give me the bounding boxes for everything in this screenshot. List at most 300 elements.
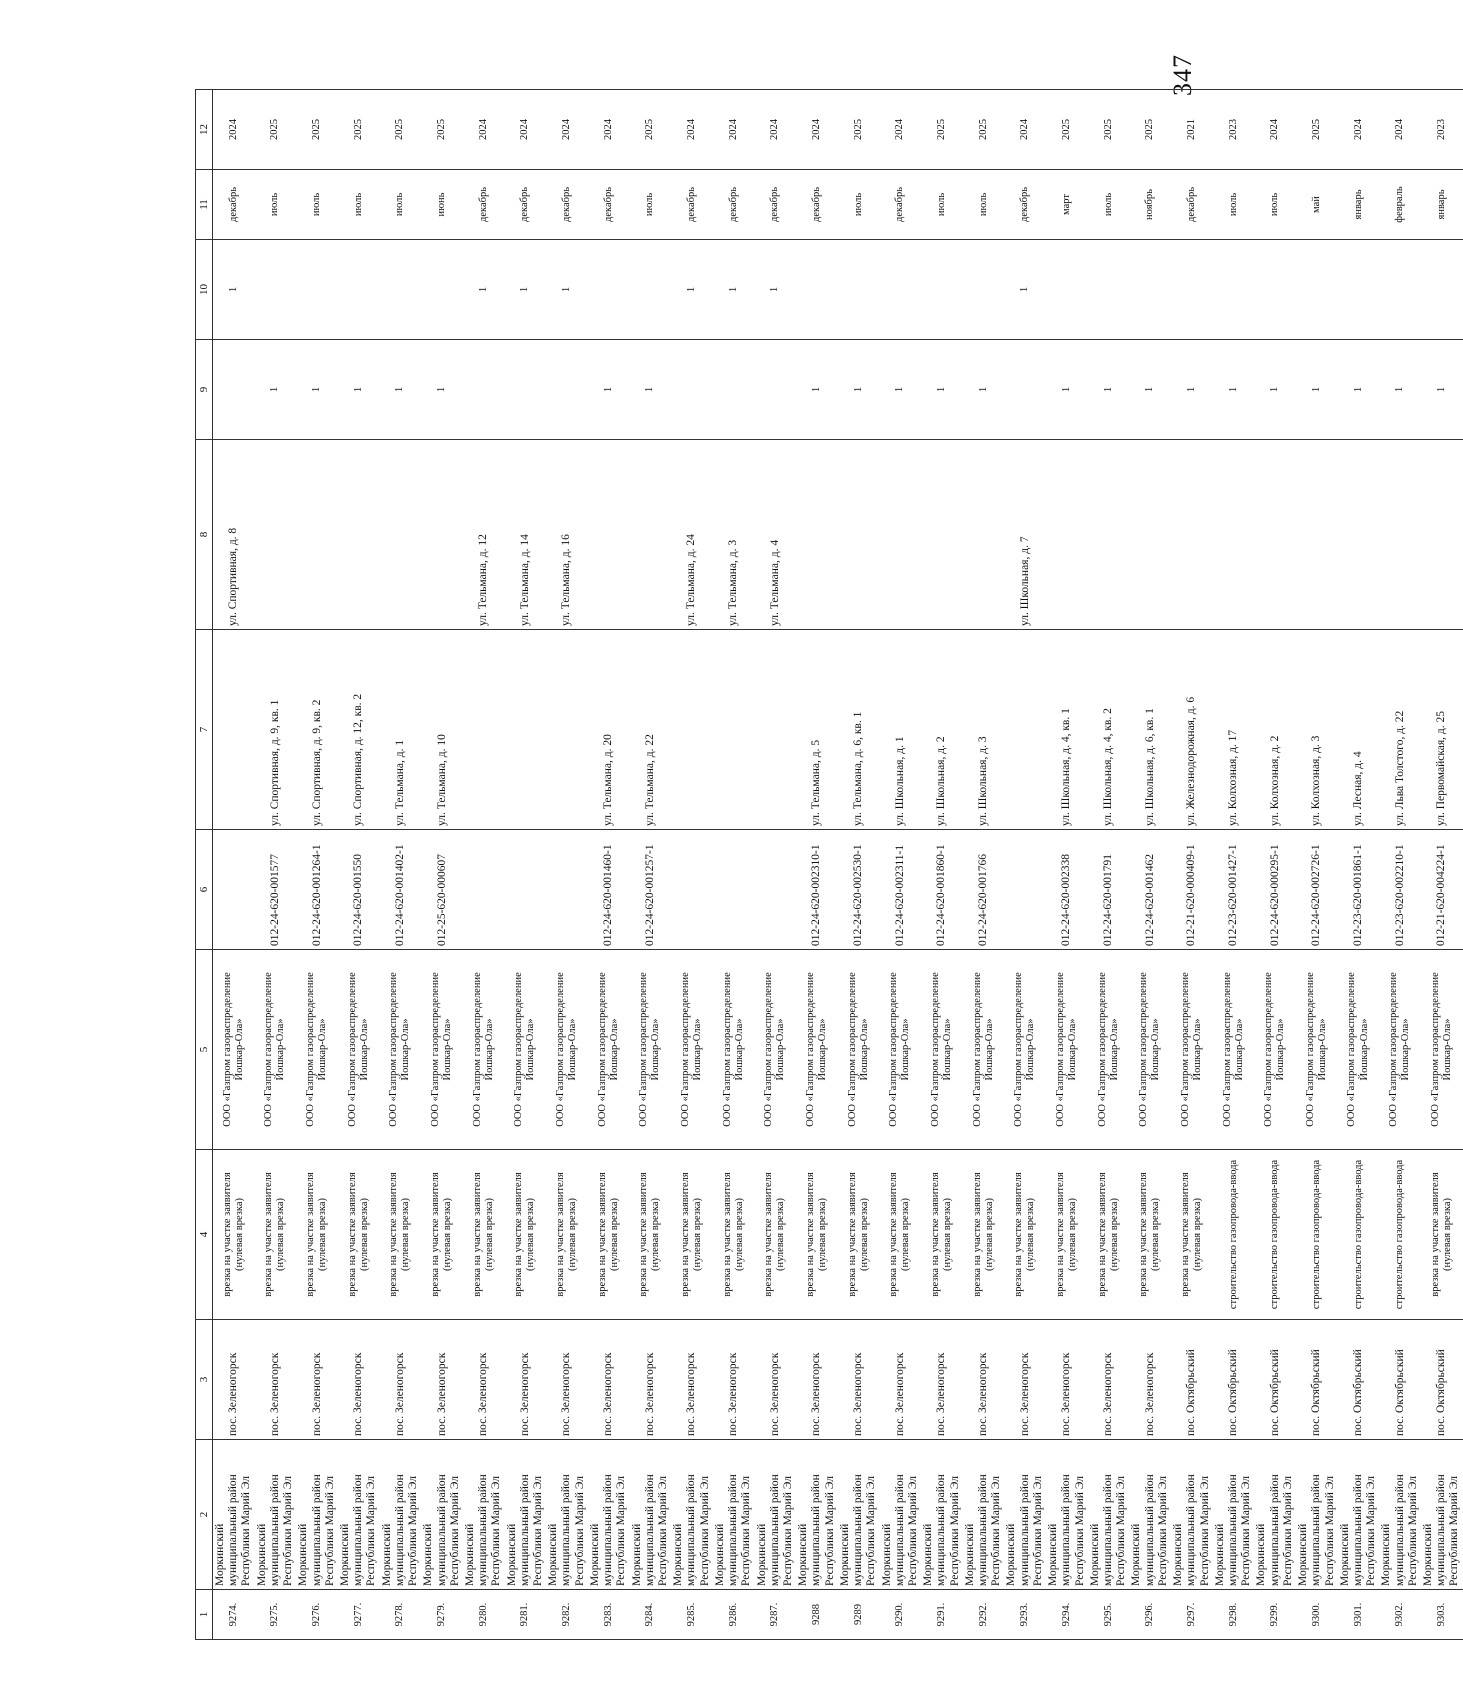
application-number-cell: 012-24-620-001577 [255,830,297,950]
table-row [296,90,338,1640]
table-row [546,90,588,1640]
application-number-cell: 012-25-620-000607 [421,830,463,950]
work-type-cell: врезка на участке заявителя (нулевая врезка) [713,1150,755,1320]
application-number-cell [463,830,505,950]
district-cell: Моркинский муниципальный район Республики Марий Эл [838,1440,880,1590]
month-cell: декабрь [505,170,547,240]
rotated-register-table [195,90,1461,1640]
year-cell: 2024 [588,90,630,170]
table-row [921,90,963,1640]
address-2-cell [338,440,380,630]
organization-cell: ООО «Газпром газораспределение Йошкар-Ола» [1421,950,1463,1150]
district-cell: Моркинский муниципальный район Республики Марий Эл [505,1440,547,1590]
year-cell: 2025 [380,90,422,170]
organization-cell: ООО «Газпром газораспределение Йошкар-Ола» [1254,950,1296,1150]
settlement-cell: пос. Зеленогорск [963,1320,1005,1440]
organization-cell: ООО «Газпром газораспределение Йошкар-Ола» [880,950,922,1150]
district-cell: Моркинский муниципальный район Республики Марий Эл [296,1440,338,1590]
address-1-cell: ул. Колхозная, д. 17 [1213,630,1255,830]
year-cell: 2024 [880,90,922,170]
month-cell: декабрь [1171,170,1213,240]
district-cell: Моркинский муниципальный район Республики Марий Эл [1296,1440,1338,1590]
address-1-cell: ул. Школьная, д. 3 [963,630,1005,830]
district-cell: Моркинский муниципальный район Республики Марий Эл [755,1440,797,1590]
table-row [1421,90,1463,1640]
work-type-cell: врезка на участке заявителя (нулевая врезка) [838,1150,880,1320]
count-col9-cell: 1 [1254,340,1296,440]
address-1-cell: ул. Школьная, д. 2 [921,630,963,830]
year-cell: 2024 [1338,90,1380,170]
settlement-cell: пос. Зеленогорск [380,1320,422,1440]
row-number-cell: 9274. [213,1590,255,1640]
table-row [338,90,380,1640]
application-number-cell: 012-21-620-000409-1 [1171,830,1213,950]
table-body [213,90,1463,1640]
address-1-cell: ул. Колхозная, д. 2 [1254,630,1296,830]
year-cell: 2025 [255,90,297,170]
year-cell: 2024 [796,90,838,170]
count-col10-cell [1129,240,1171,340]
address-2-cell: ул. Тельмана, д. 24 [671,440,713,630]
application-number-cell: 012-24-620-001766 [963,830,1005,950]
settlement-cell: пос. Октябрьский [1254,1320,1296,1440]
month-cell: июль [255,170,297,240]
year-cell: 2023 [1213,90,1255,170]
row-number-cell: 9292. [963,1590,1005,1640]
organization-cell: ООО «Газпром газораспределение Йошкар-Ола» [546,950,588,1150]
month-cell: июль [921,170,963,240]
count-col10-cell [838,240,880,340]
address-1-cell: ул. Школьная, д. 4, кв. 1 [1046,630,1088,830]
settlement-cell: пос. Зеленогорск [880,1320,922,1440]
address-1-cell: ул. Школьная, д. 6, кв. 1 [1129,630,1171,830]
organization-cell: ООО «Газпром газораспределение Йошкар-Ола» [630,950,672,1150]
work-type-cell: врезка на участке заявителя (нулевая врезка) [546,1150,588,1320]
row-number-cell: 9293. [1004,1590,1046,1640]
address-1-cell: ул. Спортивная, д. 9, кв. 1 [255,630,297,830]
column-header-5: 5 [196,950,213,1150]
count-col10-cell [296,240,338,340]
year-cell: 2025 [838,90,880,170]
address-2-cell [880,440,922,630]
month-cell: июль [963,170,1005,240]
row-number-cell: 9288 [796,1590,838,1640]
work-type-cell: врезка на участке заявителя (нулевая врезка) [755,1150,797,1320]
table-row [255,90,297,1640]
address-1-cell [505,630,547,830]
month-cell: декабрь [588,170,630,240]
address-2-cell [296,440,338,630]
address-2-cell [588,440,630,630]
application-number-cell: 012-24-620-001462 [1129,830,1171,950]
count-col10-cell: 1 [213,240,255,340]
work-type-cell: врезка на участке заявителя (нулевая врезка) [213,1150,255,1320]
address-2-cell: ул. Спортивная, д. 8 [213,440,255,630]
page-number: 347 [1168,54,1197,96]
settlement-cell: пос. Октябрьский [1296,1320,1338,1440]
application-number-cell [213,830,255,950]
address-1-cell: ул. Железнодорожная, д. 6 [1171,630,1213,830]
month-cell: июнь [421,170,463,240]
work-type-cell: врезка на участке заявителя (нулевая врезка) [630,1150,672,1320]
settlement-cell: пос. Зеленогорск [755,1320,797,1440]
count-col10-cell [1338,240,1380,340]
column-header-8: 8 [196,440,213,630]
month-cell: январь [1338,170,1380,240]
count-col10-cell [1296,240,1338,340]
organization-cell: ООО «Газпром газораспределение Йошкар-Ола» [1379,950,1421,1150]
year-cell: 2024 [546,90,588,170]
organization-cell: ООО «Газпром газораспределение Йошкар-Ола» [213,950,255,1150]
month-cell: ноябрь [1129,170,1171,240]
work-type-cell: врезка на участке заявителя (нулевая врезка) [463,1150,505,1320]
count-col9-cell [546,340,588,440]
month-cell: декабрь [1004,170,1046,240]
address-1-cell: ул. Школьная, д. 4, кв. 2 [1088,630,1130,830]
column-header-1: 1 [196,1590,213,1640]
row-number-cell: 9279. [421,1590,463,1640]
organization-cell: ООО «Газпром газораспределение Йошкар-Ола» [1004,950,1046,1150]
application-number-cell [546,830,588,950]
month-cell: май [1296,170,1338,240]
count-col10-cell: 1 [505,240,547,340]
table-row [1254,90,1296,1640]
address-1-cell [213,630,255,830]
district-cell: Моркинский муниципальный район Республики Марий Эл [421,1440,463,1590]
year-cell: 2023 [1421,90,1463,170]
work-type-cell: врезка на участке заявителя (нулевая врезка) [796,1150,838,1320]
year-cell: 2024 [713,90,755,170]
organization-cell: ООО «Газпром газораспределение Йошкар-Ола» [838,950,880,1150]
application-number-cell: 012-24-620-002310-1 [796,830,838,950]
row-number-cell: 9295. [1088,1590,1130,1640]
organization-cell: ООО «Газпром газораспределение Йошкар-Ола» [921,950,963,1150]
work-type-cell: врезка на участке заявителя (нулевая врезка) [1129,1150,1171,1320]
table-row [213,90,255,1640]
address-2-cell [380,440,422,630]
application-number-cell [671,830,713,950]
count-col10-cell: 1 [713,240,755,340]
count-col10-cell [380,240,422,340]
month-cell: декабрь [880,170,922,240]
count-col9-cell: 1 [880,340,922,440]
column-header-row [196,90,213,1640]
count-col10-cell [963,240,1005,340]
application-number-cell: 012-24-620-001550 [338,830,380,950]
table-row [1004,90,1046,1640]
column-header-11: 11 [196,170,213,240]
count-col9-cell [463,340,505,440]
organization-cell: ООО «Газпром газораспределение Йошкар-Ола» [796,950,838,1150]
organization-cell: ООО «Газпром газораспределение Йошкар-Ола» [1046,950,1088,1150]
organization-cell: ООО «Газпром газораспределение Йошкар-Ола» [380,950,422,1150]
address-2-cell [963,440,1005,630]
year-cell: 2025 [963,90,1005,170]
year-cell: 2025 [338,90,380,170]
organization-cell: ООО «Газпром газораспределение Йошкар-Ола» [296,950,338,1150]
count-col10-cell: 1 [755,240,797,340]
district-cell: Моркинский муниципальный район Республики Марий Эл [630,1440,672,1590]
work-type-cell: врезка на участке заявителя (нулевая врезка) [671,1150,713,1320]
column-header-9: 9 [196,340,213,440]
row-number-cell: 9276. [296,1590,338,1640]
application-number-cell: 012-24-620-002338 [1046,830,1088,950]
settlement-cell: пос. Зеленогорск [1129,1320,1171,1440]
count-col9-cell: 1 [1046,340,1088,440]
organization-cell: ООО «Газпром газораспределение Йошкар-Ола» [1338,950,1380,1150]
organization-cell: ООО «Газпром газораспределение Йошкар-Ола» [713,950,755,1150]
work-type-cell: строительство газопровода-ввода [1338,1150,1380,1320]
year-cell: 2021 [1171,90,1213,170]
table-row [463,90,505,1640]
count-col10-cell: 1 [463,240,505,340]
month-cell: июль [1213,170,1255,240]
district-cell: Моркинский муниципальный район Республики Марий Эл [671,1440,713,1590]
column-header-6: 6 [196,830,213,950]
count-col10-cell [1171,240,1213,340]
count-col10-cell [338,240,380,340]
district-cell: Моркинский муниципальный район Республики Марий Эл [1254,1440,1296,1590]
address-1-cell: ул. Спортивная, д. 12, кв. 2 [338,630,380,830]
month-cell: февраль [1379,170,1421,240]
settlement-cell: пос. Зеленогорск [630,1320,672,1440]
settlement-cell: пос. Зеленогорск [463,1320,505,1440]
settlement-cell: пос. Зеленогорск [838,1320,880,1440]
district-cell: Моркинский муниципальный район Республики Марий Эл [1421,1440,1463,1590]
district-cell: Моркинский муниципальный район Республики Марий Эл [921,1440,963,1590]
count-col9-cell [1004,340,1046,440]
table-row [880,90,922,1640]
year-cell: 2025 [1296,90,1338,170]
year-cell: 2025 [1129,90,1171,170]
application-number-cell: 012-23-620-002210-1 [1379,830,1421,950]
month-cell: декабрь [755,170,797,240]
district-cell: Моркинский муниципальный район Республики Марий Эл [713,1440,755,1590]
address-1-cell: ул. Тельмана, д. 20 [588,630,630,830]
district-cell: Моркинский муниципальный район Республики Марий Эл [588,1440,630,1590]
organization-cell: ООО «Газпром газораспределение Йошкар-Ола» [1088,950,1130,1150]
count-col9-cell [671,340,713,440]
count-col9-cell: 1 [338,340,380,440]
row-number-cell: 9284. [630,1590,672,1640]
count-col9-cell: 1 [588,340,630,440]
organization-cell: ООО «Газпром газораспределение Йошкар-Ола» [1171,950,1213,1150]
organization-cell: ООО «Газпром газораспределение Йошкар-Ола» [338,950,380,1150]
count-col9-cell: 1 [963,340,1005,440]
row-number-cell: 9287. [755,1590,797,1640]
address-1-cell: ул. Тельмана, д. 1 [380,630,422,830]
address-2-cell [1296,440,1338,630]
application-number-cell: 012-24-620-002311-1 [880,830,922,950]
column-header-4: 4 [196,1150,213,1320]
row-number-cell: 9291. [921,1590,963,1640]
work-type-cell: строительство газопровода-ввода [1254,1150,1296,1320]
year-cell: 2024 [755,90,797,170]
settlement-cell: пос. Зеленогорск [546,1320,588,1440]
month-cell: июль [1088,170,1130,240]
row-number-cell: 9278. [380,1590,422,1640]
application-number-cell [755,830,797,950]
address-2-cell [255,440,297,630]
work-type-cell: врезка на участке заявителя (нулевая врезка) [1171,1150,1213,1320]
count-col10-cell [255,240,297,340]
row-number-cell: 9280. [463,1590,505,1640]
row-number-cell: 9296. [1129,1590,1171,1640]
organization-cell: ООО «Газпром газораспределение Йошкар-Ола» [505,950,547,1150]
address-2-cell: ул. Тельмана, д. 16 [546,440,588,630]
application-number-cell [505,830,547,950]
table-row [796,90,838,1640]
count-col10-cell [1421,240,1463,340]
work-type-cell: врезка на участке заявителя (нулевая врезка) [1088,1150,1130,1320]
row-number-cell: 9301. [1338,1590,1380,1640]
month-cell: январь [1421,170,1463,240]
district-cell: Моркинский муниципальный район Республики Марий Эл [1004,1440,1046,1590]
application-number-cell: 012-23-620-001427-1 [1213,830,1255,950]
settlement-cell: пос. Зеленогорск [671,1320,713,1440]
month-cell: декабрь [546,170,588,240]
table-row [505,90,547,1640]
table-row [1171,90,1213,1640]
table-row [1088,90,1130,1640]
row-number-cell: 9281. [505,1590,547,1640]
count-col10-cell [630,240,672,340]
address-2-cell [1213,440,1255,630]
district-cell: Моркинский муниципальный район Республики Марий Эл [1171,1440,1213,1590]
district-cell: Моркинский муниципальный район Республики Марий Эл [213,1440,255,1590]
address-2-cell [1171,440,1213,630]
application-number-cell [1004,830,1046,950]
table-row [588,90,630,1640]
settlement-cell: пос. Зеленогорск [796,1320,838,1440]
count-col9-cell: 1 [380,340,422,440]
organization-cell: ООО «Газпром газораспределение Йошкар-Ола» [671,950,713,1150]
district-cell: Моркинский муниципальный район Республики Марий Эл [255,1440,297,1590]
month-cell: июль [296,170,338,240]
address-1-cell: ул. Тельмана, д. 10 [421,630,463,830]
address-1-cell [671,630,713,830]
settlement-cell: пос. Зеленогорск [921,1320,963,1440]
work-type-cell: врезка на участке заявителя (нулевая врезка) [588,1150,630,1320]
work-type-cell: врезка на участке заявителя (нулевая врезка) [963,1150,1005,1320]
month-cell: декабрь [796,170,838,240]
district-cell: Моркинский муниципальный район Республики Марий Эл [1129,1440,1171,1590]
settlement-cell: пос. Зеленогорск [1088,1320,1130,1440]
address-1-cell: ул. Первомайская, д. 25 [1421,630,1463,830]
organization-cell: ООО «Газпром газораспределение Йошкар-Ола» [1129,950,1171,1150]
count-col9-cell: 1 [796,340,838,440]
address-1-cell [463,630,505,830]
application-number-cell: 012-24-620-000295-1 [1254,830,1296,950]
address-1-cell: ул. Тельмана, д. 5 [796,630,838,830]
count-col9-cell: 1 [1213,340,1255,440]
settlement-cell: пос. Зеленогорск [255,1320,297,1440]
settlement-cell: пос. Октябрьский [1421,1320,1463,1440]
month-cell: март [1046,170,1088,240]
year-cell: 2025 [296,90,338,170]
row-number-cell: 9283. [588,1590,630,1640]
table-row [1046,90,1088,1640]
row-number-cell: 9297. [1171,1590,1213,1640]
gas-connection-register [195,89,1463,1640]
address-1-cell: ул. Льва Толстого, д. 22 [1379,630,1421,830]
district-cell: Моркинский муниципальный район Республики Марий Эл [1338,1440,1380,1590]
address-2-cell [1254,440,1296,630]
year-cell: 2025 [921,90,963,170]
application-number-cell: 012-24-620-002530-1 [838,830,880,950]
table-row [963,90,1005,1640]
year-cell: 2025 [630,90,672,170]
address-2-cell: ул. Тельмана, д. 4 [755,440,797,630]
address-2-cell [1088,440,1130,630]
application-number-cell: 012-24-620-001264-1 [296,830,338,950]
settlement-cell: пос. Октябрьский [1338,1320,1380,1440]
district-cell: Моркинский муниципальный район Республики Марий Эл [546,1440,588,1590]
work-type-cell: врезка на участке заявителя (нулевая врезка) [255,1150,297,1320]
settlement-cell: пос. Зеленогорск [505,1320,547,1440]
organization-cell: ООО «Газпром газораспределение Йошкар-Ола» [588,950,630,1150]
row-number-cell: 9282. [546,1590,588,1640]
year-cell: 2025 [421,90,463,170]
address-2-cell: ул. Тельмана, д. 14 [505,440,547,630]
year-cell: 2024 [213,90,255,170]
address-2-cell: ул. Школьная, д. 7 [1004,440,1046,630]
work-type-cell: строительство газопровода-ввода [1213,1150,1255,1320]
count-col9-cell: 1 [1171,340,1213,440]
row-number-cell: 9286. [713,1590,755,1640]
table-row [630,90,672,1640]
table-row [838,90,880,1640]
address-2-cell: ул. Тельмана, д. 3 [713,440,755,630]
address-2-cell [630,440,672,630]
district-cell: Моркинский муниципальный район Республики Марий Эл [1088,1440,1130,1590]
application-number-cell: 012-24-620-001460-1 [588,830,630,950]
organization-cell: ООО «Газпром газораспределение Йошкар-Ола» [463,950,505,1150]
address-2-cell [1046,440,1088,630]
application-number-cell: 012-21-620-004224-1 [1421,830,1463,950]
settlement-cell: пос. Зеленогорск [421,1320,463,1440]
count-col10-cell [921,240,963,340]
application-number-cell: 012-24-620-001402-1 [380,830,422,950]
address-2-cell [1421,440,1463,630]
settlement-cell: пос. Зеленогорск [296,1320,338,1440]
work-type-cell: врезка на участке заявителя (нулевая врезка) [338,1150,380,1320]
address-1-cell: ул. Школьная, д. 1 [880,630,922,830]
count-col9-cell: 1 [1421,340,1463,440]
row-number-cell: 9302. [1379,1590,1421,1640]
count-col10-cell [1046,240,1088,340]
work-type-cell: врезка на участке заявителя (нулевая врезка) [380,1150,422,1320]
column-header-7: 7 [196,630,213,830]
address-1-cell: ул. Колхозная, д. 3 [1296,630,1338,830]
month-cell: июль [630,170,672,240]
table-row [713,90,755,1640]
count-col9-cell [505,340,547,440]
district-cell: Моркинский муниципальный район Республики Марий Эл [796,1440,838,1590]
organization-cell: ООО «Газпром газораспределение Йошкар-Ола» [1213,950,1255,1150]
count-col9-cell: 1 [1379,340,1421,440]
count-col9-cell [755,340,797,440]
application-number-cell: 012-24-620-001257-1 [630,830,672,950]
settlement-cell: пос. Зеленогорск [1046,1320,1088,1440]
work-type-cell: строительство газопровода-ввода [1379,1150,1421,1320]
address-2-cell [1379,440,1421,630]
table-row [421,90,463,1640]
year-cell: 2024 [1004,90,1046,170]
settlement-cell: пос. Октябрьский [1171,1320,1213,1440]
count-col10-cell: 1 [1004,240,1046,340]
district-cell: Моркинский муниципальный район Республики Марий Эл [380,1440,422,1590]
